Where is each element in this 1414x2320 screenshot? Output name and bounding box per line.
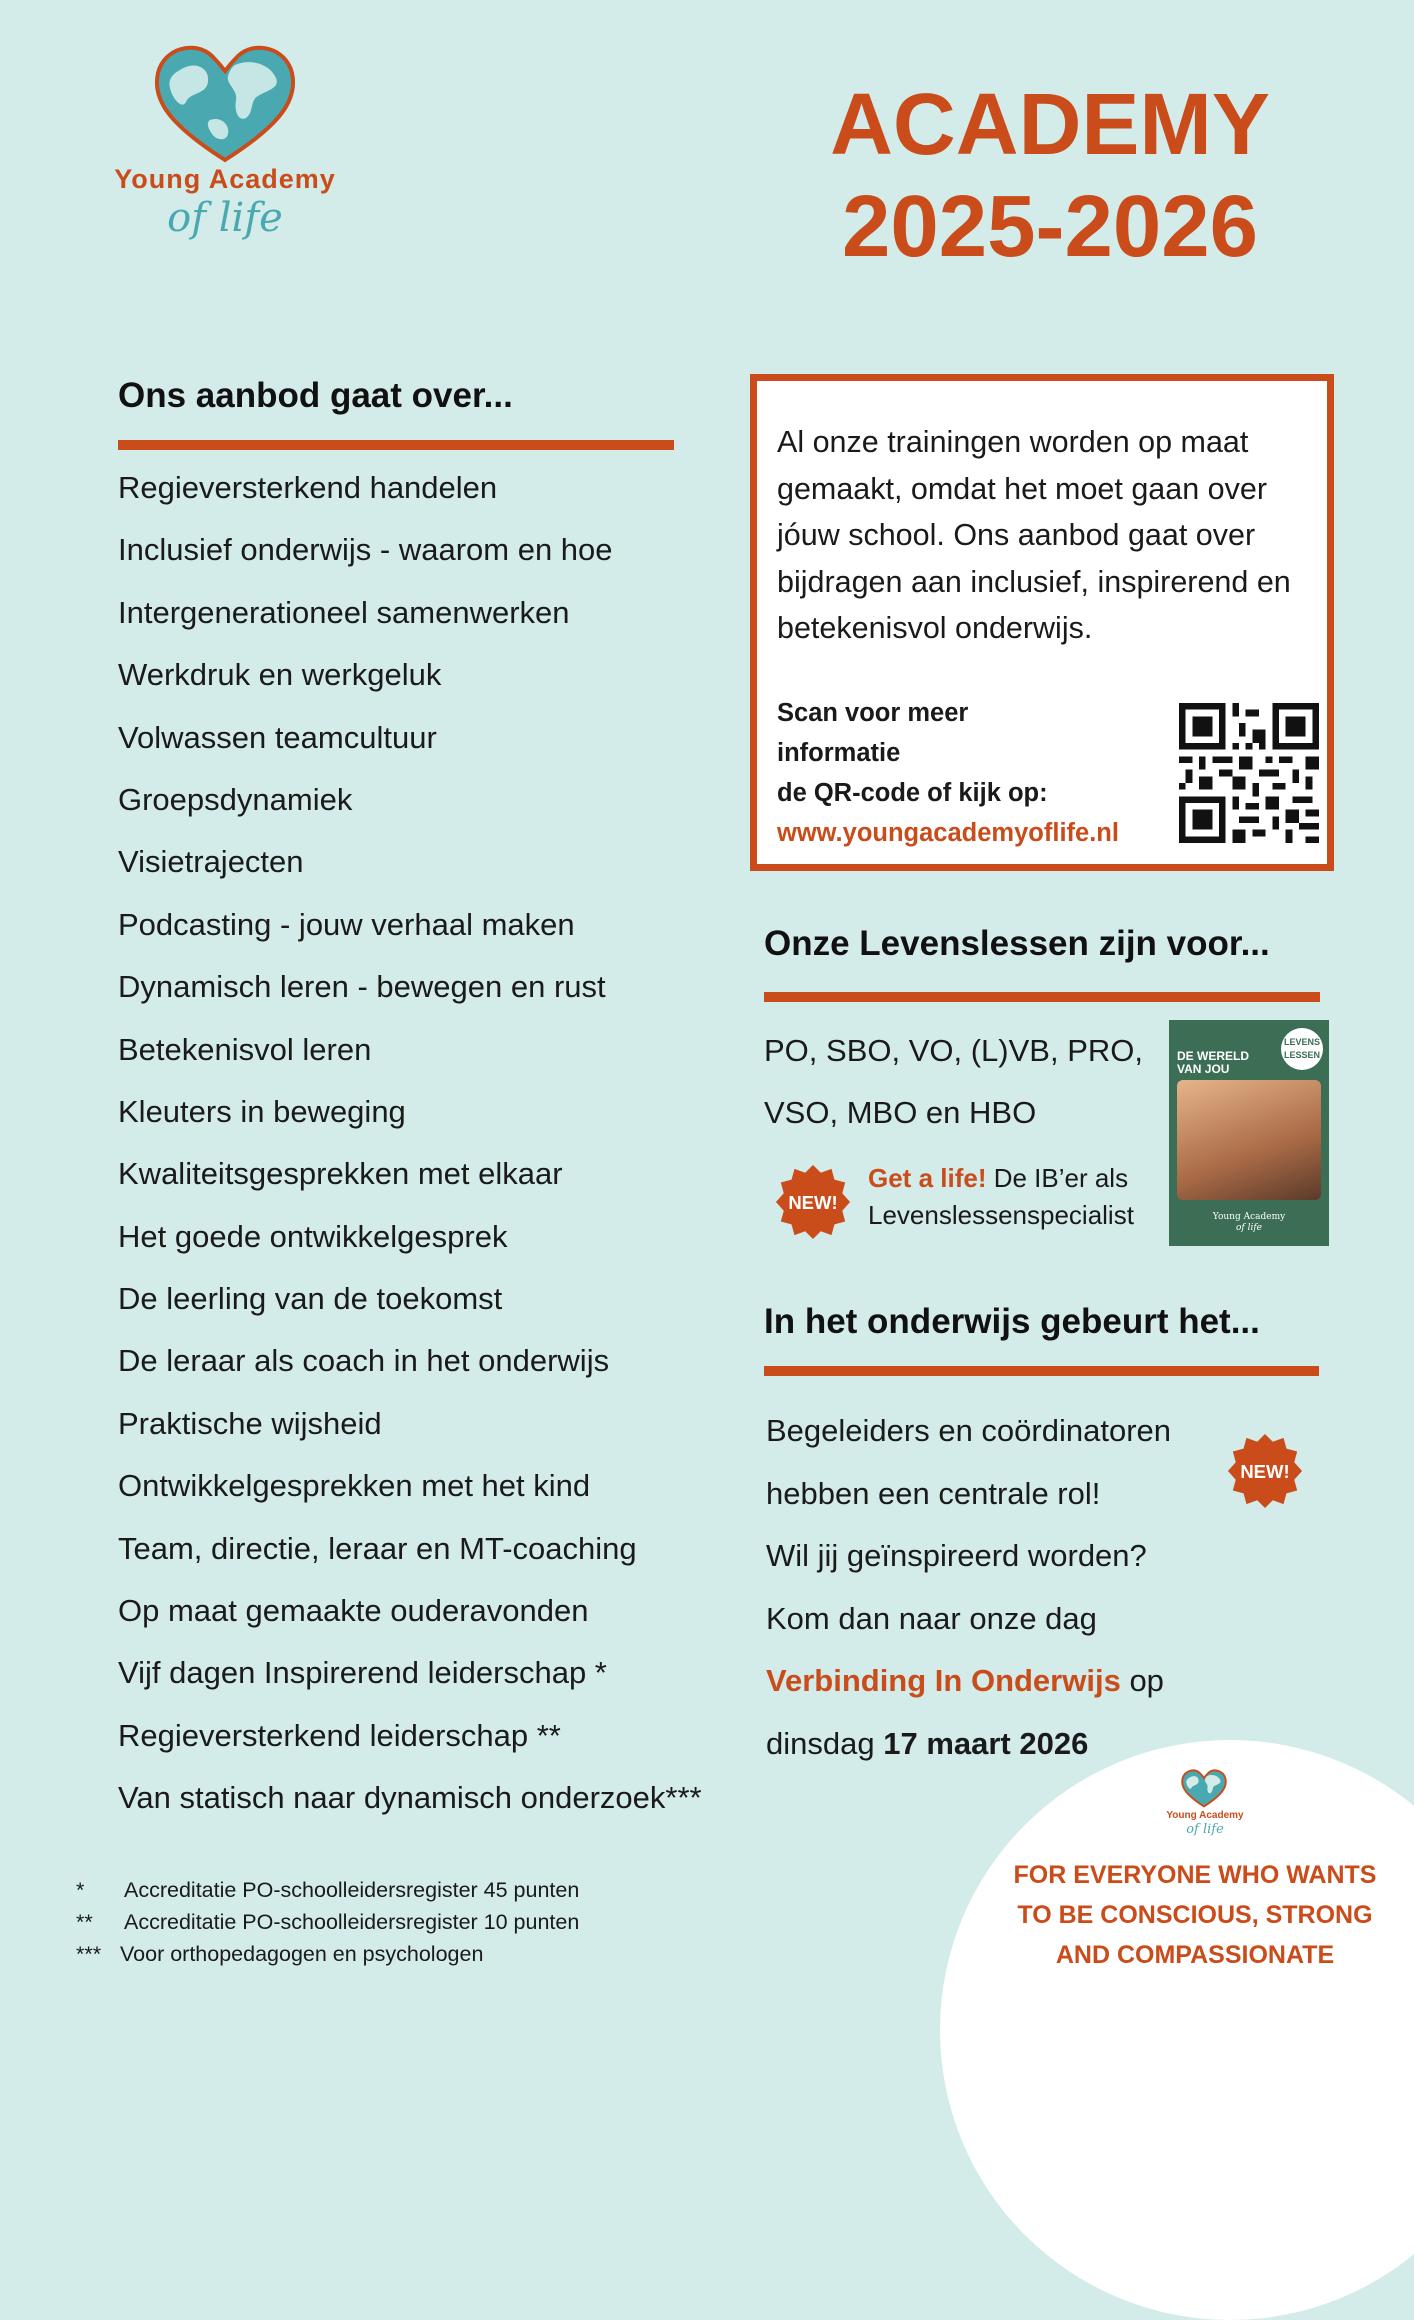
slogan <box>985 1855 1405 1975</box>
list-item: Podcasting - jouw verhaal maken <box>118 906 575 942</box>
footnotes <box>76 1874 579 1970</box>
getlife-text <box>868 1160 1168 1234</box>
list-item: Visietrajecten <box>118 844 304 880</box>
offer-heading: Ons aanbod gaat over... <box>118 376 513 415</box>
onderwijs-rule <box>764 1366 1319 1376</box>
getlife-highlight: Get a life! <box>868 1163 987 1193</box>
slogan-line1: FOR EVERYONE WHO WANTS <box>1013 1861 1377 1889</box>
footnote-text: Accreditatie PO-schoolleidersregister 10 punten <box>124 1910 580 1934</box>
levels-line2: VSO, MBO en HBO <box>764 1095 1037 1130</box>
onderwijs-line4: Kom dan naar onze dag <box>766 1600 1097 1636</box>
heart-globe-icon <box>150 40 300 165</box>
event-after: op <box>1120 1663 1164 1698</box>
levels-text <box>764 1020 1164 1144</box>
list-item: Groepsdynamiek <box>118 781 353 817</box>
scan-line3: de QR-code of kijk op: <box>777 779 1048 807</box>
offer-list <box>118 465 758 1838</box>
children-photo <box>1177 1080 1321 1200</box>
onderwijs-line3: Wil jij geïnspireerd worden? <box>766 1538 1147 1573</box>
book-cover <box>1169 1020 1329 1246</box>
list-item: Kleuters in beweging <box>118 1093 406 1129</box>
list-item: Team, directie, leraar en MT-coaching <box>118 1530 637 1566</box>
offer-rule <box>118 440 674 450</box>
onderwijs-line2: hebben een centrale rol! <box>766 1475 1101 1511</box>
small-logo-line1: Young Academy <box>1166 1810 1244 1821</box>
info-box <box>750 374 1334 871</box>
list-item: Vijf dagen Inspirerend leiderschap * <box>118 1655 607 1691</box>
date-prefix: dinsdag <box>766 1725 884 1761</box>
footnote-text: Voor orthopedagogen en psychologen <box>120 1942 484 1966</box>
logo <box>80 40 370 250</box>
logo-name-line2: of life <box>167 195 283 241</box>
logo-name-line1: Young Academy <box>114 164 336 194</box>
list-item: Regieversterkend leiderschap ** <box>118 1717 561 1753</box>
svg-text:NEW!: NEW! <box>1240 1460 1290 1482</box>
small-logo-line2: of life <box>1186 1822 1224 1837</box>
list-item: De leraar als coach in het onderwijs <box>118 1343 610 1379</box>
levels-line1: PO, SBO, VO, (L)VB, PRO, <box>764 1033 1143 1068</box>
footnote-mark: *** <box>76 1942 102 1966</box>
page-title <box>760 74 1340 278</box>
list-item: Inclusief onderwijs - waarom en hoe <box>118 532 613 568</box>
list-item: Ontwikkelgesprekken met het kind <box>118 1468 591 1504</box>
book-footer: Young Academy of life <box>1212 1212 1286 1233</box>
event-date: 17 maart 2026 <box>883 1725 1089 1761</box>
list-item: Volwassen teamcultuur <box>118 719 437 755</box>
event-name: Verbinding In Onderwijs <box>766 1663 1121 1698</box>
heart-globe-icon <box>1180 1768 1228 1808</box>
list-item: Betekenisvol leren <box>118 1031 372 1067</box>
scan-line1: Scan voor meer <box>777 699 969 727</box>
getlife-line2: Levenslessenspecialist <box>868 1200 1134 1230</box>
scan-text <box>777 693 1157 853</box>
list-item: Dynamisch leren - bewegen en rust <box>118 969 606 1005</box>
list-item: Regieversterkend handelen <box>118 470 498 505</box>
list-item: Intergenerationeel samenwerken <box>118 594 570 630</box>
title-line1: ACADEMY <box>830 76 1270 173</box>
list-item: Praktische wijsheid <box>118 1405 382 1441</box>
footnote-mark: ** <box>76 1910 93 1934</box>
slogan-line3: AND COMPASSIONATE <box>1055 1941 1335 1969</box>
website-link[interactable]: www.youngacademyoflife.nl <box>777 819 1119 847</box>
list-item: Het goede ontwikkelgesprek <box>118 1218 508 1254</box>
list-item: Kwaliteitsgesprekken met elkaar <box>118 1156 563 1192</box>
info-text: Al onze trainingen worden op maat gemaakt, omdat het moet gaan over jóuw school. Ons aanbod gaat over bijdragen aan inclusief, inspirerend en betekenisvol onderwijs. <box>777 425 1291 645</box>
book-title: DE WERELD VAN JOU <box>1177 1049 1249 1076</box>
slogan-line2: TO BE CONSCIOUS, STRONG <box>1017 1901 1373 1929</box>
list-item: Van statisch naar dynamisch onderzoek*** <box>118 1780 702 1816</box>
onderwijs-line1: Begeleiders en coördinatoren <box>766 1413 1171 1448</box>
svg-text:NEW!: NEW! <box>788 1191 838 1213</box>
getlife-rest: De IB’er als <box>986 1163 1129 1193</box>
qr-code-icon[interactable] <box>1179 703 1319 843</box>
list-item: Werkdruk en werkgeluk <box>118 657 442 693</box>
list-item: De leerling van de toekomst <box>118 1281 503 1317</box>
new-badge <box>1226 1432 1304 1510</box>
scan-line2: informatie <box>777 739 901 767</box>
book-badge: LEVENS LESSEN <box>1281 1028 1323 1070</box>
new-badge <box>774 1163 852 1241</box>
levenslessen-heading: Onze Levenslessen zijn voor... <box>764 924 1270 963</box>
footnote-mark: * <box>76 1878 85 1902</box>
onderwijs-heading: In het onderwijs gebeurt het... <box>764 1302 1260 1341</box>
levenslessen-rule <box>764 992 1320 1002</box>
footnote-text: Accreditatie PO-schoolleidersregister 45 punten <box>124 1878 580 1902</box>
title-line2: 2025-2026 <box>841 178 1259 275</box>
onderwijs-text <box>766 1400 1226 1775</box>
list-item: Op maat gemaakte ouderavonden <box>118 1593 589 1629</box>
